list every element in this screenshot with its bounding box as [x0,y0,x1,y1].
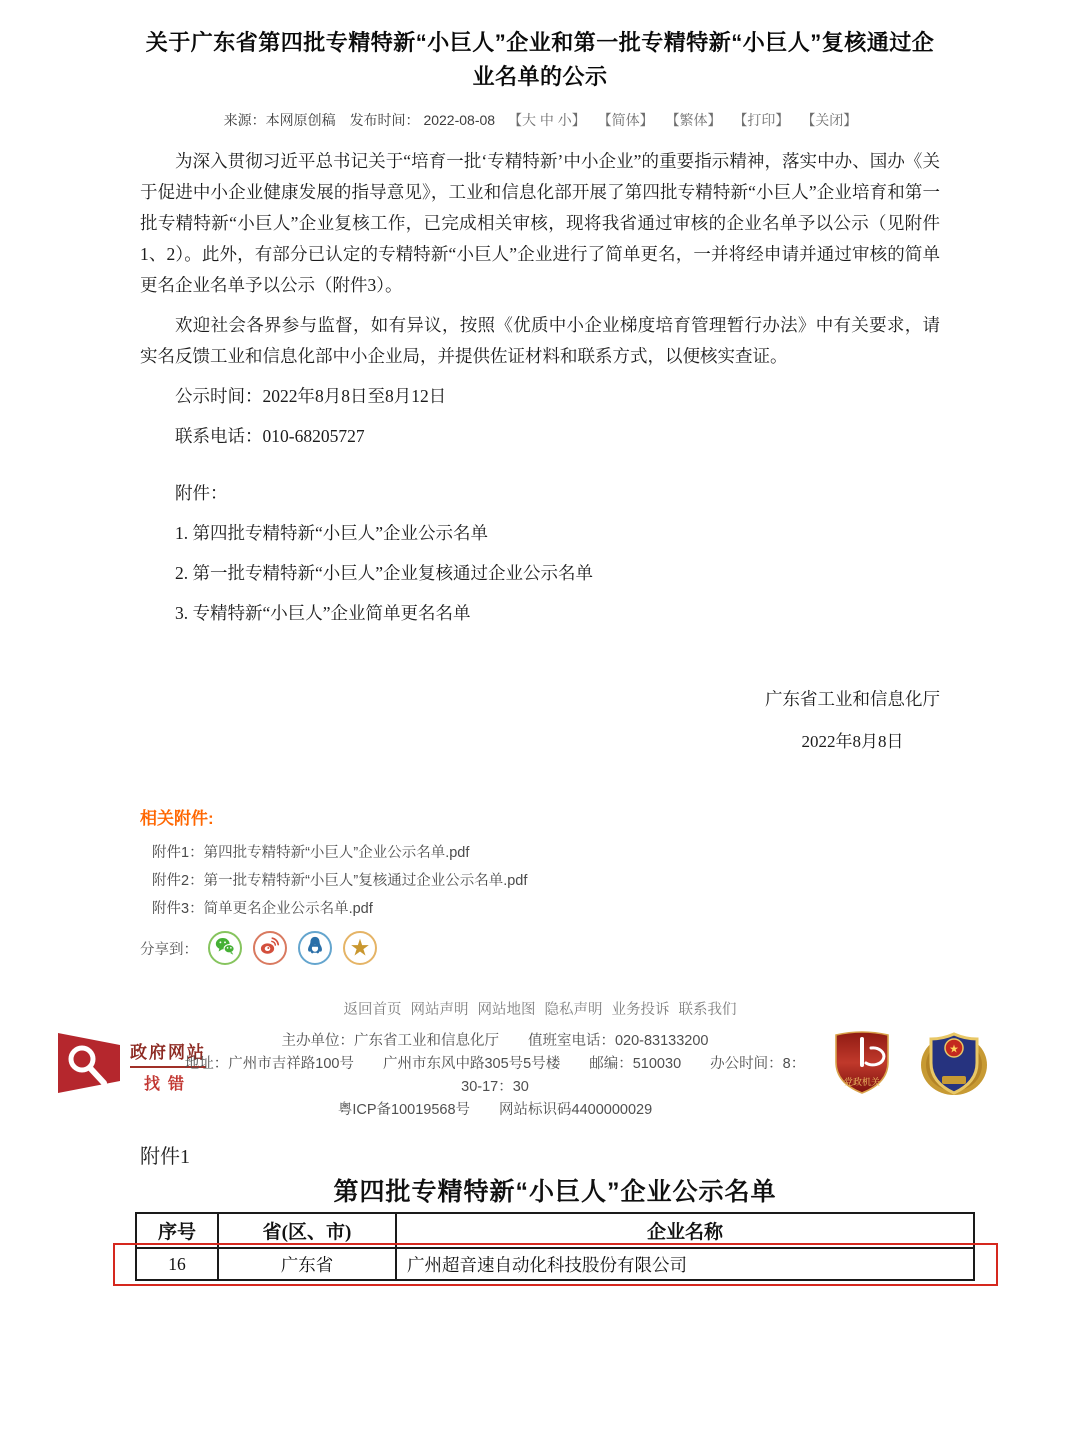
wechat-icon [214,935,236,962]
header-cell-province: 省(区、市) [218,1213,396,1248]
traditional-button[interactable]: 【繁体】 [665,112,722,128]
issuer-name: 广东省工业和信息化厅 [765,689,940,709]
cell-company: 广州超音速自动化科技股份有限公司 [396,1248,974,1280]
attachment-item-2: 2. 第一批专精特新“小巨人”企业复核通过企业公示名单 [175,563,594,583]
annex-section [0,1138,1080,1438]
table-row [136,1248,974,1280]
font-size-control[interactable]: 【大 中 小】 [507,112,586,128]
publish-date: 发布时间： 2022-08-08 [349,112,496,128]
header-cell-company: 企业名称 [396,1213,974,1248]
annex-table [135,1212,975,1281]
star-icon: ★ [350,937,370,959]
footer-text [180,1030,810,1122]
footer-nav [0,998,1080,1019]
page-title: 关于广东省第四批专精特新“小巨人”企业和第一批专精特新“小巨人”复核通过企业名单的公示 [145,30,935,89]
share-favorite-button[interactable] [343,931,377,965]
source-label: 来源：本网原创稿 [223,112,336,128]
simplified-button[interactable]: 【简体】 [597,112,654,128]
footer-nav-home[interactable]: 返回首页 [343,1002,402,1018]
error-logo-line2: 找错 [143,1075,192,1093]
qq-icon [304,935,326,962]
attachment-item-3: 3. 专精特新“小巨人”企业简单更名名单 [175,603,471,623]
meta-line [0,110,1080,130]
footer-nav-sitemap[interactable]: 网站地图 [477,1002,536,1018]
publicity-period: 公示时间：2022年8月8日至8月12日 [175,386,447,406]
header-cell-index: 序号 [136,1213,218,1248]
footer-host-line: 主办单位：广东省工业和信息化厅 值班室电话：020-83133200 [281,1033,709,1049]
issue-date: 2022年8月8日 [801,732,904,751]
attachments-label: 附件： [175,483,228,503]
related-attachment-link-2[interactable]: 附件2：第一批专精特新“小巨人”复核通过企业公示名单.pdf [152,873,528,889]
signature-block [765,686,940,752]
attachment-item-1: 1. 第四批专精特新“小巨人”企业公示名单 [175,523,489,543]
svg-text:★: ★ [949,1044,959,1054]
document-body [140,146,940,638]
footer-nav-statement[interactable]: 网站声明 [410,1002,469,1018]
annex-label: 附件1 [140,1146,190,1168]
share-row [140,931,940,965]
table-header-row [136,1213,974,1248]
related-attachment-link-1[interactable]: 附件1：第四批专精特新“小巨人”企业公示名单.pdf [152,845,470,861]
magnifier-flag-icon [58,1032,122,1099]
footer-nav-privacy[interactable]: 隐私声明 [544,1002,603,1018]
close-button[interactable]: 【关闭】 [801,112,858,128]
footer-icp-line: 粤ICP备10019568号 网站标识码4400000029 [337,1102,653,1118]
weibo-icon [259,935,281,962]
error-logo-line1: 政府网站 [130,1042,206,1062]
related-attachments-heading: 相关附件: [140,809,214,828]
paragraph-2: 欢迎社会各界参与监督，如有异议，按照《优质中小企业梯度培育管理暂行办法》中有关要求，请实名反馈工业和信息化部中小企业局，并提供佐证材料和联系方式，以便核实查证。 [140,315,940,366]
share-label: 分享到： [140,941,198,958]
annex-table-title: 第四批专精特新“小巨人”企业公示名单 [333,1178,777,1206]
paragraph-1: 为深入贯彻习近平总书记关于“培育一批‘专精特新’中小企业”的重要指示精神，落实中办、国办《关于促进中小企业健康发展的指导意见》，工业和信息化部开展了第四批专精特新“小巨人”企业培育和第一批专精特新“小巨人”企业复核工作，已完成相关审核，现将我省通过审核的企业名单予以公示（见附件1、2）。此外，有部分已认定的专精特新“小巨人”企业进行了简单更名，一并将经申请并通过审核的简单更名企业名单予以公示（附件3）。 [140,151,940,295]
footer-address-line: 地址：广州市吉祥路100号 广州市东风中路305号5号楼 邮编：510030 办公时间：8：30-17：30 [184,1056,806,1095]
cell-province: 广东省 [218,1248,396,1280]
cell-index: 16 [136,1248,218,1280]
share-weibo-button[interactable] [253,931,287,965]
footer-nav-contact[interactable]: 联系我们 [678,1002,737,1018]
party-government-badge[interactable] [833,1028,891,1101]
footer-info [0,1028,1080,1118]
related-attachment-link-3[interactable]: 附件3：简单更名企业公示名单.pdf [152,901,373,917]
police-badge[interactable] [918,1028,990,1103]
footer-nav-complaint[interactable]: 业务投诉 [611,1002,670,1018]
share-qq-button[interactable] [298,931,332,965]
related-attachments [140,804,940,965]
party-badge-label: 党政机关 [843,1077,881,1087]
share-wechat-button[interactable] [208,931,242,965]
contact-phone: 联系电话：010-68205727 [175,426,365,446]
print-button[interactable]: 【打印】 [733,112,790,128]
